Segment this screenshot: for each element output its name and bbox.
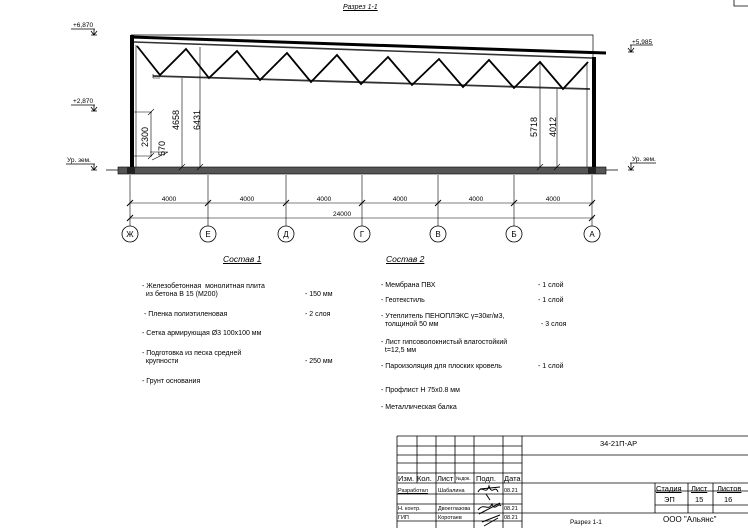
axis-label: Г bbox=[359, 230, 365, 239]
dim-4012: 4012 bbox=[548, 116, 558, 137]
axis-label: Ж bbox=[126, 230, 134, 239]
level-mid-left: +2,870 bbox=[73, 98, 94, 105]
axis-label: Д bbox=[283, 230, 289, 239]
sheet-label: Лист bbox=[691, 484, 708, 493]
layer-item: - Пленка полиэтиленовая bbox=[142, 311, 228, 318]
total-dim: 24000 bbox=[333, 211, 352, 218]
dim-6431: 6431 bbox=[192, 109, 202, 130]
axis-label: А bbox=[589, 230, 595, 239]
level-top-right: +5,985 bbox=[632, 39, 653, 46]
dim-570: 570 bbox=[157, 140, 167, 156]
layer-value: - 1 слой bbox=[538, 282, 564, 289]
composition2-title: Состав 2 bbox=[386, 254, 425, 264]
layer-item: - Геотекстиль bbox=[381, 297, 425, 304]
signatures bbox=[478, 486, 501, 526]
axis-label: Б bbox=[511, 230, 517, 239]
drawing-title: Разрез 1-1 bbox=[343, 4, 378, 11]
span-dim: 4000 bbox=[239, 196, 255, 203]
name-cell: Двоеглазова bbox=[438, 506, 471, 512]
span-dim: 4000 bbox=[545, 196, 561, 203]
layer-value: - 3 слоя bbox=[541, 321, 567, 328]
sheets-label: Листов bbox=[717, 484, 742, 493]
layer-value: - 250 мм bbox=[305, 358, 333, 365]
header-cell: Изм. bbox=[398, 474, 415, 483]
span-dim: 4000 bbox=[392, 196, 408, 203]
header-cell: Дата bbox=[504, 474, 521, 483]
stage-label: Стадия bbox=[656, 484, 682, 493]
level-ground-right: Ур. зем. bbox=[632, 156, 656, 163]
role-cell: Разработал bbox=[398, 488, 428, 494]
layer-item: - Лист гипсоволокнистый влагостойкий t=12,5 мм bbox=[381, 339, 508, 354]
dim-4658: 4658 bbox=[171, 109, 181, 130]
axis-label: Е bbox=[205, 230, 211, 239]
composition1-title: Состав 1 bbox=[223, 254, 262, 264]
sheets-value: 16 bbox=[724, 495, 733, 504]
header-cell: Кол. bbox=[417, 474, 432, 483]
span-dim: 4000 bbox=[161, 196, 177, 203]
layer-item: - Подготовка из песка средней крупности bbox=[142, 350, 242, 365]
date-cell: 08.21 bbox=[504, 515, 518, 521]
date-cell: 08.21 bbox=[504, 488, 518, 494]
span-dim: 4000 bbox=[468, 196, 484, 203]
role-cell: ГИП bbox=[398, 515, 409, 521]
layer-value: - 150 мм bbox=[305, 291, 333, 298]
level-ground-left: Ур. зем. bbox=[67, 157, 91, 164]
layer-value: - 1 слой bbox=[538, 363, 564, 370]
building-frame bbox=[106, 35, 618, 174]
stage-value: ЭП bbox=[664, 495, 675, 504]
project-code: 34-21П-АР bbox=[600, 439, 638, 448]
layer-item: - Грунт основания bbox=[142, 378, 201, 385]
axis-label: В bbox=[435, 230, 441, 239]
layer-item: - Мембрана ПВХ bbox=[381, 282, 436, 289]
header-cell: Подп. bbox=[476, 474, 496, 483]
layer-value: - 1 слой bbox=[538, 297, 564, 304]
layer-item: - Пароизоляция для плоских кровель bbox=[381, 363, 502, 370]
dim-5718: 5718 bbox=[529, 116, 539, 137]
layer-item: - Утеплитель ПЕНОПЛЭКС γ=30кг/м3, толщиной 50 мм bbox=[381, 313, 505, 328]
layer-item: - Металлическая балка bbox=[381, 404, 457, 411]
level-top-left: +6,870 bbox=[73, 22, 94, 29]
sheet-value: 15 bbox=[695, 495, 704, 504]
header-cell: Лист bbox=[437, 474, 454, 483]
layer-item: - Железобетонная монолитная плита из бетона В 15 (М200) bbox=[142, 283, 265, 298]
role-cell: Н. контр. bbox=[398, 506, 421, 512]
layer-item: - Профлист Н 75х0.8 мм bbox=[381, 387, 460, 394]
sheet-name: Разрез 1-1 bbox=[570, 519, 602, 526]
company-name: ООО "Альянс" bbox=[663, 515, 717, 524]
layer-value: - 2 слоя bbox=[305, 311, 331, 318]
layer-item: - Сетка армирующая Ø3 100х100 мм bbox=[142, 330, 262, 337]
name-cell: Коротаев bbox=[438, 515, 462, 521]
axis-grid bbox=[122, 175, 600, 242]
dim-2300: 2300 bbox=[140, 126, 150, 147]
name-cell: Шабалина bbox=[438, 488, 465, 494]
header-cell: №док. bbox=[456, 476, 471, 482]
date-cell: 08.21 bbox=[504, 506, 518, 512]
frame-corner bbox=[734, 0, 748, 6]
span-dim: 4000 bbox=[316, 196, 332, 203]
